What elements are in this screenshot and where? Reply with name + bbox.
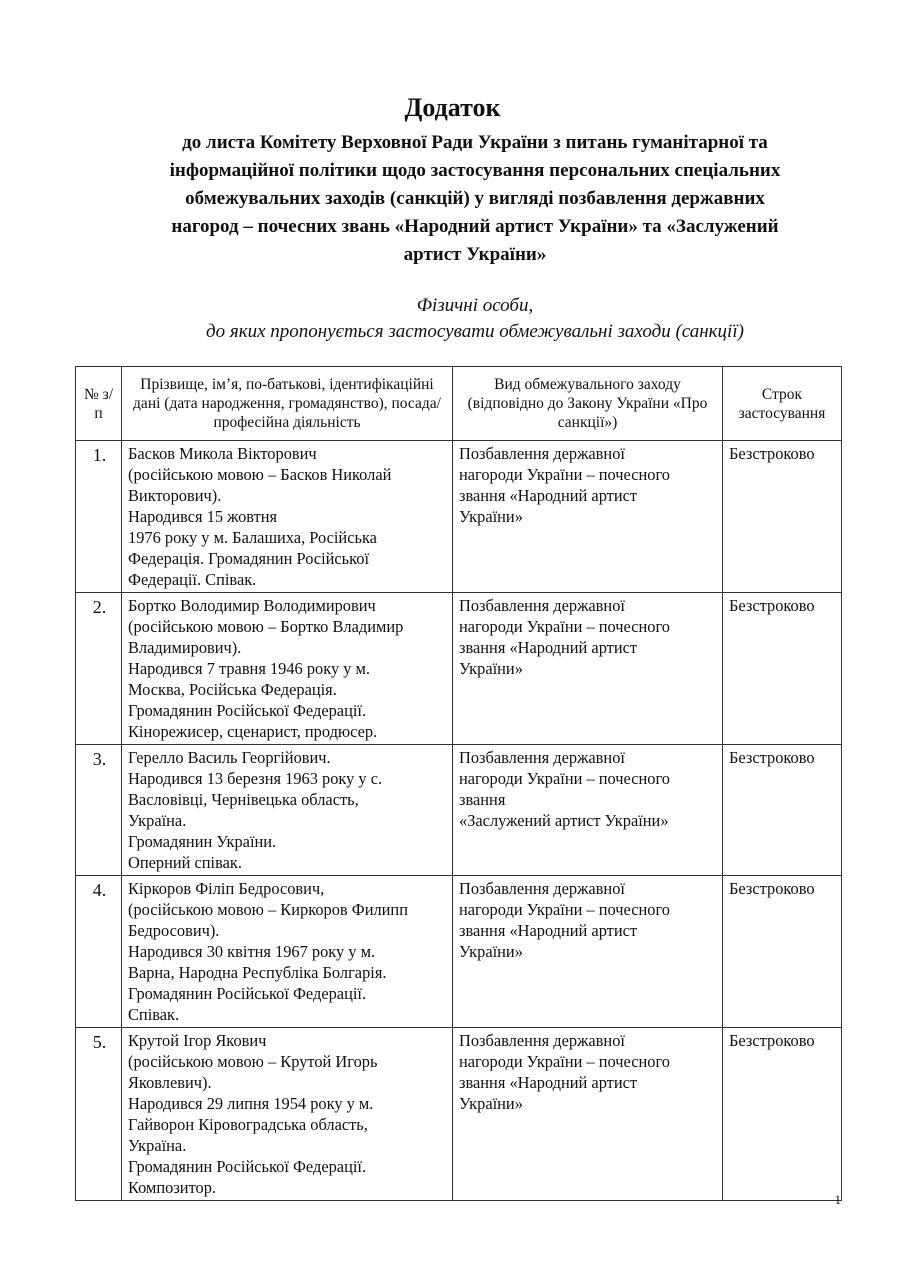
table-row xyxy=(76,1028,842,1201)
measure-line: Позбавлення державної xyxy=(459,1031,625,1050)
measure-line: звання «Народний артист xyxy=(459,921,638,940)
person-detail-line: Народився 15 жовтня xyxy=(128,507,278,526)
measure-line: нагороди України – почесного xyxy=(459,769,670,788)
measure-line: нагороди України – почесного xyxy=(459,1052,670,1071)
person-detail-line: Федерація. Громадянин Російської xyxy=(128,549,370,568)
measure-line: Позбавлення державної xyxy=(459,748,625,767)
row-number: 3. xyxy=(76,745,122,876)
restrictive-measure xyxy=(453,593,723,745)
subtitle-line: інформаційної політики щодо застосування персональних спеціальних xyxy=(169,160,781,181)
person-details xyxy=(122,593,453,745)
term: Безстроково xyxy=(723,876,842,1028)
term: Безстроково xyxy=(723,745,842,876)
person-detail-line: Варна, Народна Республіка Болгарія. xyxy=(128,963,387,982)
person-detail-line: Україна. xyxy=(128,1136,187,1155)
person-detail-line: Крутой Ігор Якович xyxy=(128,1031,267,1050)
table-body xyxy=(76,441,842,1201)
term: Безстроково xyxy=(723,441,842,593)
measure-line: нагороди України – почесного xyxy=(459,900,670,919)
measure-line: звання «Народний артист xyxy=(459,638,638,657)
header-person: Прізвище, ім’я, по-батькові, ідентифікаційні дані (дата народження, громадянство), посада/професійна діяльність xyxy=(122,367,453,441)
measure-line: «Заслужений артист України» xyxy=(459,811,669,830)
measure-line: нагороди України – почесного xyxy=(459,465,670,484)
person-detail-line: Басков Микола Вікторович xyxy=(128,444,317,463)
measure-line: звання xyxy=(459,790,506,809)
measure-line: Позбавлення державної xyxy=(459,444,625,463)
person-detail-line: Громадянин України. xyxy=(128,832,277,851)
measure-line: нагороди України – почесного xyxy=(459,617,670,636)
person-detail-line: Викторович). xyxy=(128,486,222,505)
person-detail-line: (російською мовою – Крутой Игорь xyxy=(128,1052,378,1071)
person-detail-line: Бортко Володимир Володимирович xyxy=(128,596,376,615)
person-detail-line: Яковлевич). xyxy=(128,1073,212,1092)
measure-line: звання «Народний артист xyxy=(459,1073,638,1092)
measure-line: України» xyxy=(459,659,523,678)
person-detail-line: Громадянин Російської Федерації. xyxy=(128,984,367,1003)
person-detail-line: (російською мовою – Бортко Владимир xyxy=(128,617,404,636)
intro-line: Фізичні особи, xyxy=(416,295,534,316)
measure-line: Позбавлення державної xyxy=(459,596,625,615)
person-detail-line: Співак. xyxy=(128,1005,180,1024)
restrictive-measure xyxy=(453,745,723,876)
person-details xyxy=(122,745,453,876)
table-row xyxy=(76,441,842,593)
intro-line: до яких пропонується застосувати обмежувальні заходи (санкції) xyxy=(206,321,744,342)
person-details xyxy=(122,1028,453,1201)
document-title: Додаток xyxy=(404,93,501,122)
person-detail-line: Композитор. xyxy=(128,1178,217,1197)
subtitle-line: обмежувальних заходів (санкцій) у вигляді позбавлення державних xyxy=(185,188,765,209)
person-detail-line: 1976 року у м. Балашиха, Російська xyxy=(128,528,377,547)
measure-line: України» xyxy=(459,1094,523,1113)
person-detail-line: Москва, Російська Федерація. xyxy=(128,680,337,699)
page-number: 1 xyxy=(834,1192,841,1207)
measure-line: Позбавлення державної xyxy=(459,879,625,898)
term: Безстроково xyxy=(723,593,842,745)
person-detail-line: Україна. xyxy=(128,811,187,830)
header-measure: Вид обмежувального заходу (відповідно до Закону України «Про санкції») xyxy=(453,367,723,441)
restrictive-measure xyxy=(453,1028,723,1201)
person-detail-line: Герелло Василь Георгійович. xyxy=(128,748,331,767)
measure-line: звання «Народний артист xyxy=(459,486,638,505)
person-detail-line: Народився 30 квітня 1967 року у м. xyxy=(128,942,376,961)
person-detail-line: Громадянин Російської Федерації. xyxy=(128,1157,367,1176)
term: Безстроково xyxy=(723,1028,842,1201)
person-detail-line: Кіркоров Філіп Бедросович, xyxy=(128,879,325,898)
row-number: 2. xyxy=(76,593,122,745)
row-number: 4. xyxy=(76,876,122,1028)
restrictive-measure xyxy=(453,876,723,1028)
subtitle-line: нагород – почесних звань «Народний артист України» та «Заслужений xyxy=(171,216,779,237)
header-number: № з/п xyxy=(76,367,122,441)
person-detail-line: Васловівці, Чернівецька область, xyxy=(128,790,359,809)
measure-line: України» xyxy=(459,942,523,961)
table-header-row xyxy=(76,367,842,441)
sanctions-table xyxy=(75,366,842,1201)
row-number: 5. xyxy=(76,1028,122,1201)
person-detail-line: Народився 29 липня 1954 року у м. xyxy=(128,1094,374,1113)
person-detail-line: (російською мовою – Басков Николай xyxy=(128,465,392,484)
person-detail-line: Бедросович). xyxy=(128,921,220,940)
person-detail-line: Кінорежисер, сценарист, продюсер. xyxy=(128,722,378,741)
person-detail-line: Народився 7 травня 1946 року у м. xyxy=(128,659,371,678)
person-details xyxy=(122,441,453,593)
table-row xyxy=(76,593,842,745)
person-detail-line: Федерації. Співак. xyxy=(128,570,257,589)
person-detail-line: Громадянин Російської Федерації. xyxy=(128,701,367,720)
person-detail-line: Оперний співак. xyxy=(128,853,242,872)
table-row xyxy=(76,745,842,876)
person-detail-line: Народився 13 березня 1963 року у с. xyxy=(128,769,383,788)
person-details xyxy=(122,876,453,1028)
subtitle-line: до листа Комітету Верховної Ради України з питань гуманітарної та xyxy=(182,132,768,153)
table-row xyxy=(76,876,842,1028)
subtitle-line: артист України» xyxy=(403,244,547,265)
person-detail-line: (російською мовою – Киркоров Филипп xyxy=(128,900,408,919)
measure-line: України» xyxy=(459,507,523,526)
header-term: Строк застосування xyxy=(723,367,842,441)
person-detail-line: Гайворон Кіровоградська область, xyxy=(128,1115,368,1134)
person-detail-line: Владимирович). xyxy=(128,638,242,657)
document-subtitle xyxy=(110,129,840,269)
row-number: 1. xyxy=(76,441,122,593)
intro-text xyxy=(80,293,870,345)
restrictive-measure xyxy=(453,441,723,593)
